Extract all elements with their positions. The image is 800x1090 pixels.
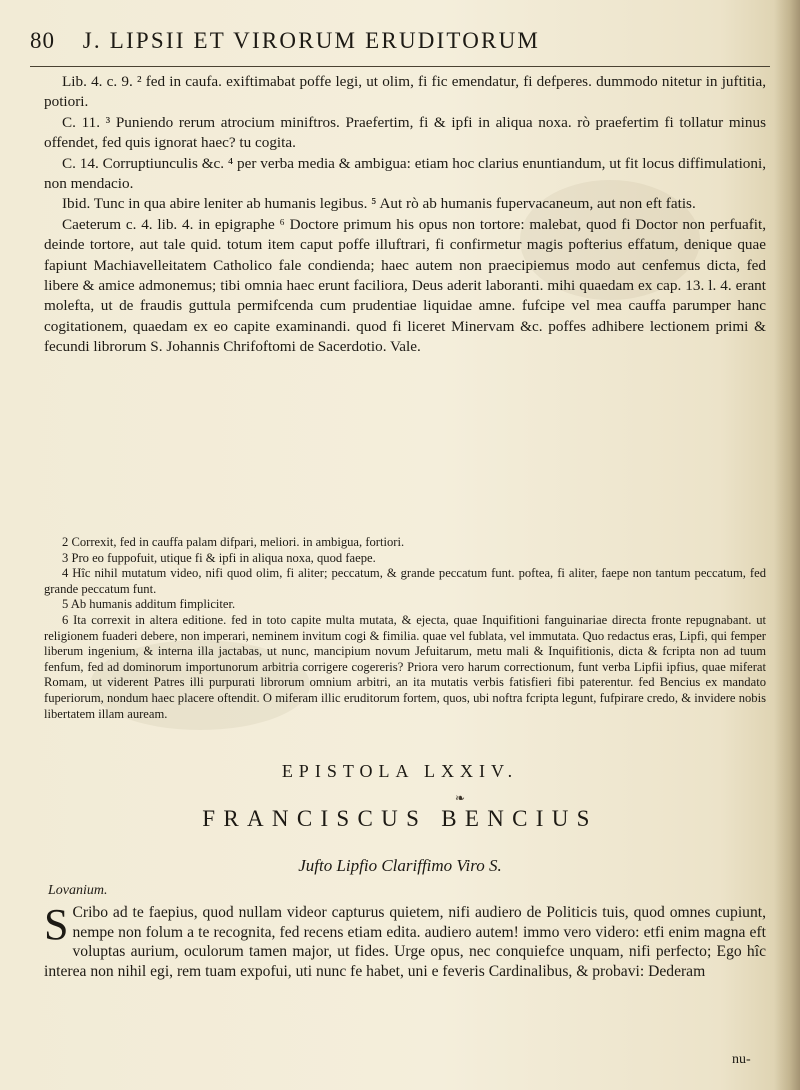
main-text <box>44 72 766 358</box>
page-gutter-shadow <box>774 0 800 1090</box>
catchword: nu- <box>732 1052 751 1067</box>
epistle-author: FRANCISCUS BENCIUS <box>202 806 598 831</box>
paragraph: Ibid. Tunc in qua abire leniter ab humanis legibus. ⁵ Aut rò ab humanis fupervacaneum, aut non eft fatis. <box>62 195 696 213</box>
running-header <box>30 28 770 68</box>
epistle-heading: EPISTOLA LXXIV. <box>281 761 519 781</box>
drop-cap: S <box>44 900 69 949</box>
footnote: 5 Ab humanis additum fimpliciter. <box>62 597 236 612</box>
footnote: 2 Correxit, fed in cauffa palam difpari, meliori. in ambigua, fortiori. <box>62 535 405 549</box>
fleuron-icon: ❧ <box>455 791 466 805</box>
epistle-place: Lovanium. <box>48 883 108 898</box>
paragraph: C. 14. Corruptiunculis &c. ⁴ per verba media & ambigua: etiam hoc clarius enuntiandum, ut fit locus diffimulationi, non mendacio. <box>44 154 766 193</box>
footnote: 3 Pro eo fuppofuit, utique fi & ipfi in aliqua noxa, quod faepe. <box>62 550 376 565</box>
epistle-text <box>44 900 766 981</box>
footnote: 4 Hîc nihil mutatum video, nifi quod olim, fi aliter; peccatum, & grande peccatum funt. poftea, fi aliter, faepe non tantum peccatum, fed grande peccatum funt. <box>44 566 766 596</box>
paragraph: C. 11. ³ Puniendo rerum atrocium miniftros. Praefertim, fi & ipfi in aliqua noxa. rò praefertim fi tollatur minus offendet, fed quis ignorat haec? tu cogita. <box>44 113 766 152</box>
footnotes <box>44 535 766 722</box>
footnote: 6 Ita correxit in altera editione. fed in toto capite multa mutata, & ejecta, quae Inquifitioni fanguinariae directa fronte repugnabant. ut religionem fuaderi debere, non imperari, neminem invitum cogi & fimilia. quae vel fublata, vel immutata. Quo redactus eras, Lipfi, qui femper liberum ingenium, & interna illa jactabas, ut nunc, mancipium novum Jefuitarum, metu mali & Inquifitionis, dicta & fcripta non ad tuum fenfum, fed ad dominorum importunorum arbitria corrigere cogereris? Priora vero harum correctionum, funt verba Lipfii ipfius, quae miferat Romam, ut viderent Patres illi purpurati librorum omnium arbitri, an ita mutatis verbis fatisfieri fibi paterentur. fed Bencius ex mandato fuperiorum, nondum haec placere oftendit. O miferam illic eruditorum fortem, quos, ubi noftra fcripta legunt, fufpirare credo, & invidere nobis libertatem illam auream. <box>44 612 766 721</box>
epistle-salutation: Jufto Lipfio Clariffimo Viro S. <box>298 856 502 875</box>
page-number: 80 <box>30 28 55 53</box>
paragraph: Lib. 4. c. 9. ² fed in caufa. exiftimabat poffe legi, ut olim, fi fic emendatur, fi defperes. dummodo nitetur in juftitia, potiori. <box>44 73 766 111</box>
epistle-body: Cribo ad te faepius, quod nullam videor capturus quietem, nifi audiero de Politicis tuis, quod omnes cupiunt, nempe non folum a te recognita, fed recens etiam edita. audiero autem! immo vero videro: etfi enim magna eft voluptas aurium, oculorum tamen major, ut fides. Urge opus, nec conquiefce unquam, nifi perfecto; Ego hîc interea non nihil egi, rem tuam expofui, uti nunc fe habet, uni e feveris Cardinalibus, & probavi: Dederam <box>44 904 766 980</box>
header-rule <box>30 66 770 67</box>
paragraph: Caeterum c. 4. lib. 4. in epigraphe ⁶ Doctore primum his opus non tortore: malebat, quod fi Doctor non perfuafit, deinde tortore, aut tale quid. totum item caput poffe illuftrari, fi confirmetur magis pofterius effatum, denique quae fapiunt Machiavelleitatem Catholico fale condienda; haec autem non praecipiemus modo aut cenfemus dicta, fed libere & amice admonemus; tibi omnia haec erunt faciliora, Deus aderit laboranti. mihi quaedam ex cap. 13. l. 4. erant molefta, ut de fraudis guttula permifcenda cum prudentiae liquidae amne. fufcipe vel mea cauffa parumper hanc cogitationem, quaedam ex eo capite examinandi. quod fi liceret Minervam &c. poffes adhibere lectionem primi & fecundi librorum S. Johannis Chrifoftomi de Sacerdotio. Vale. <box>44 215 766 356</box>
running-title: J. LIPSII ET VIRORUM ERUDITORUM <box>82 28 541 53</box>
